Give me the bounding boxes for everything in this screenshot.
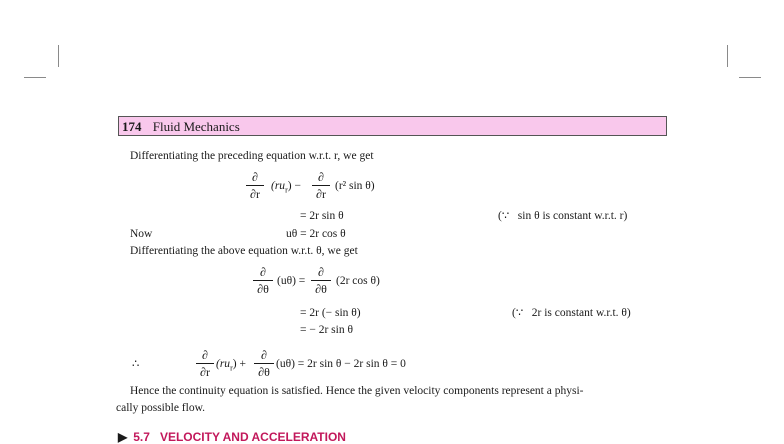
eq3-term-1 bbox=[216, 357, 246, 375]
eq2-line-2: = 2r (− sin θ) bbox=[300, 307, 361, 319]
because-symbol: (∵ bbox=[512, 307, 524, 319]
page-number: 174 bbox=[122, 119, 142, 134]
paragraph-intro-1: Differentiating the preceding equation w.r.t. r, we get bbox=[130, 150, 374, 162]
now-equation: uθ = 2r cos θ bbox=[286, 228, 346, 240]
fraction-d-dtheta-1 bbox=[253, 265, 273, 296]
conclusion-line-2: cally possible flow. bbox=[116, 402, 206, 414]
eq1-term-2: (r² sin θ) bbox=[335, 180, 375, 192]
crop-mark-left-horizontal bbox=[24, 77, 46, 78]
fraction-numerator: ∂ bbox=[318, 170, 324, 184]
crop-mark-right-horizontal bbox=[739, 77, 761, 78]
fraction-denominator: ∂r bbox=[250, 187, 260, 201]
fraction-numerator: ∂ bbox=[261, 348, 267, 362]
section-number: 5.7 bbox=[133, 430, 150, 444]
now-label: Now bbox=[130, 228, 153, 240]
running-title: Fluid Mechanics bbox=[152, 119, 240, 134]
running-header bbox=[118, 116, 667, 136]
fraction-numerator: ∂ bbox=[260, 265, 266, 279]
because-symbol: (∵ bbox=[498, 210, 510, 222]
fraction-d-dtheta-2 bbox=[311, 265, 331, 296]
fraction-bar bbox=[254, 363, 274, 364]
fraction-denominator: ∂r bbox=[200, 365, 210, 379]
eq2-line-3: = − 2r sin θ bbox=[300, 324, 353, 336]
fraction-denominator: ∂θ bbox=[315, 282, 327, 296]
eq1-term-1-close: ) − bbox=[287, 180, 301, 192]
fraction-numerator: ∂ bbox=[252, 170, 258, 184]
fraction-bar bbox=[196, 363, 214, 364]
paragraph-intro-2: Differentiating the above equation w.r.t. θ, we get bbox=[130, 245, 358, 257]
therefore-symbol: ∴ bbox=[132, 358, 140, 370]
fraction-bar bbox=[312, 185, 330, 186]
fraction-bar bbox=[253, 280, 273, 281]
eq1-result: = 2r sin θ bbox=[300, 210, 344, 222]
section-title: VELOCITY AND ACCELERATION bbox=[159, 430, 346, 444]
eq3-term-1-text: (ru bbox=[216, 358, 231, 370]
fraction-numerator: ∂ bbox=[318, 265, 324, 279]
eq1-note bbox=[498, 209, 627, 223]
eq2-note-text: 2r is constant w.r.t. θ) bbox=[531, 307, 631, 319]
eq3-rest: (uθ) = 2r sin θ − 2r sin θ = 0 bbox=[276, 358, 406, 370]
eq2-lhs: (uθ) = bbox=[277, 275, 306, 287]
eq2-rhs: (2r cos θ) bbox=[336, 275, 380, 287]
fraction-d-dr-1 bbox=[246, 170, 264, 201]
eq3-term-1-close: ) + bbox=[232, 358, 246, 370]
eq2-note bbox=[512, 306, 631, 320]
eq1-term-1-subscript: r bbox=[285, 185, 288, 195]
eq1-note-text: sin θ is constant w.r.t. r) bbox=[517, 210, 628, 222]
eq1-term-1-text: (ru bbox=[271, 180, 286, 192]
crop-mark-left-vertical bbox=[58, 45, 59, 67]
fraction-d-dr-2 bbox=[312, 170, 330, 201]
section-heading bbox=[118, 430, 346, 444]
fraction-denominator: ∂θ bbox=[258, 365, 270, 379]
crop-mark-right-vertical bbox=[727, 45, 728, 67]
fraction-bar bbox=[311, 280, 331, 281]
conclusion-line-1: Hence the continuity equation is satisfied. Hence the given velocity components represent a physi- bbox=[130, 385, 584, 397]
eq1-term-1 bbox=[271, 179, 301, 197]
fraction-bar bbox=[246, 185, 264, 186]
fraction-numerator: ∂ bbox=[202, 348, 208, 362]
section-marker-icon: ▶ bbox=[118, 430, 128, 444]
fraction-d-dtheta-3 bbox=[254, 348, 274, 379]
fraction-denominator: ∂r bbox=[316, 187, 326, 201]
fraction-denominator: ∂θ bbox=[257, 282, 269, 296]
fraction-d-dr-3 bbox=[196, 348, 214, 379]
eq3-term-1-subscript: r bbox=[230, 363, 233, 373]
